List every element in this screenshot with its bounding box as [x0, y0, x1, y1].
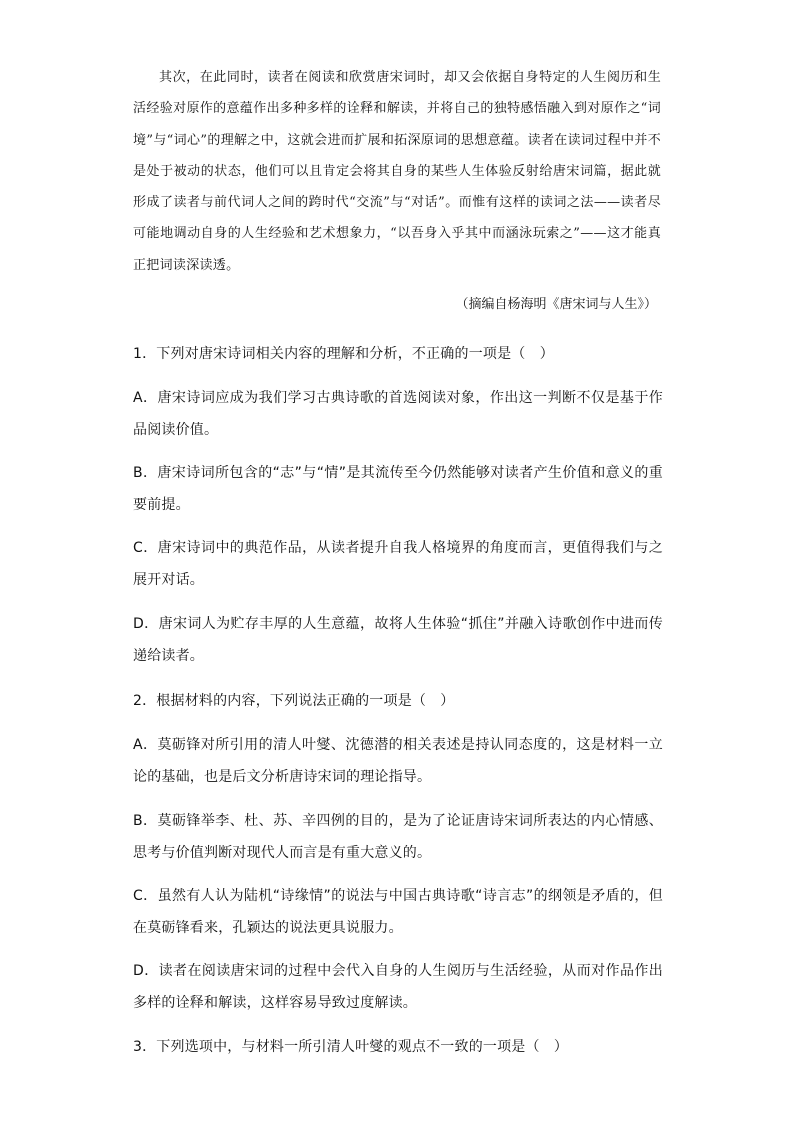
passage-paragraph: 其次，在此同时，读者在阅读和欣赏唐宋词时，却又会依据自身特定的人生阅历和生活经验对原作的意蕴作出多种多样的诠释和解读，并将自己的独特感悟融入到对原作之“词境”与“词心”的理解之中，这就会进而扩展和拓深原词的思想意蕴。读者在读词过程中并不是处于被动的状态，他们可以且肯定会将其自身的某些人生体验反射给唐宋词篇，据此就形成了读者与前代词人之间的跨时代“交流”与“对话”。而惟有这样的读词之法——读者尽可能地调动自身的人生经验和艺术想象力，“以吾身入乎其中而涵泳玩索之”——这才能真正把词读深读透。 — [133, 70, 661, 273]
passage-source: （摘编自杨海明《唐宋词与人生》） — [455, 297, 657, 312]
question-2-option-c: C．虽然有人认为陆机“诗缘情”的说法与中国古典诗歌“诗言志”的纲领是矛盾的，但在莫砺锋看来，孔颖达的说法更具说服力。 — [133, 888, 663, 936]
question-1-option-c: C．唐宋诗词中的典范作品，从读者提升自我人格境界的角度而言，更值得我们与之展开对话。 — [133, 540, 663, 588]
question-2-option-b: B．莫砺锋举李、杜、苏、辛四例的目的，是为了论证唐诗宋词所表达的内心情感、思考与价值判断对现代人而言是有重大意义的。 — [133, 813, 663, 861]
question-2-option-a: A．莫砺锋对所引用的清人叶燮、沈德潜的相关表述是持认同态度的，这是材料一立论的基础，也是后文分析唐诗宋词的理论指导。 — [133, 737, 663, 785]
question-2-option-d: D．读者在阅读唐宋词的过程中会代入自身的人生阅历与生活经验，从而对作品作出多样的诠释和解读，这样容易导致过度解读。 — [133, 963, 663, 1011]
question-1-stem: 1．下列对唐宋诗词相关内容的理解和分析，不正确的一项是（ ） — [133, 346, 554, 362]
question-2-stem: 2．根据材料的内容，下列说法正确的一项是（ ） — [133, 693, 455, 709]
question-1-option-b: B．唐宋诗词所包含的“志”与“情”是其流传至今仍然能够对读者产生价值和意义的重要前提。 — [133, 465, 663, 513]
question-1-option-d: D．唐宋词人为贮存丰厚的人生意蕴，故将人生体验“抓住”并融入诗歌创作中进而传递给读者。 — [133, 616, 663, 664]
question-1-option-a: A．唐宋诗词应成为我们学习古典诗歌的首选阅读对象，作出这一判断不仅是基于作品阅读价值。 — [133, 390, 663, 438]
question-3-stem: 3．下列选项中，与材料一所引清人叶燮的观点不一致的一项是（ ） — [133, 1039, 569, 1055]
